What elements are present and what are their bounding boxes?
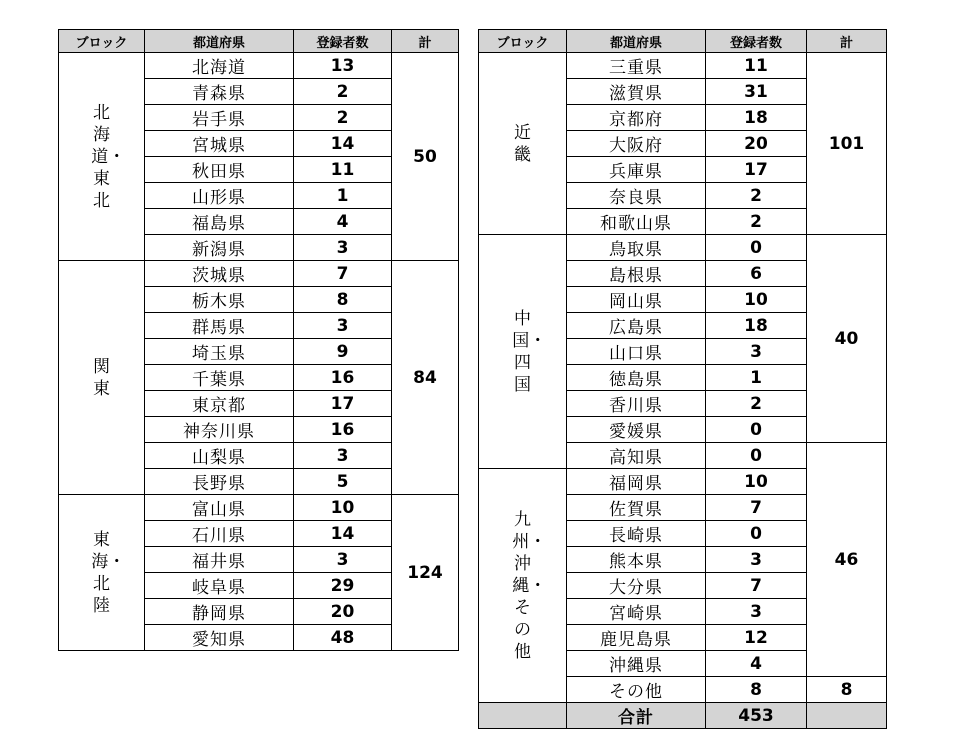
registrant-count: 5 [294, 469, 392, 495]
prefecture-name: 島根県 [567, 261, 706, 287]
prefecture-name: 鹿児島県 [567, 625, 706, 651]
registrant-count: 17 [294, 391, 392, 417]
registrant-count: 2 [294, 79, 392, 105]
registrant-count: 29 [294, 573, 392, 599]
registrant-count: 31 [706, 79, 807, 105]
prefecture-name: 宮城県 [145, 131, 294, 157]
registrant-count: 13 [294, 53, 392, 79]
prefecture-name: 宮崎県 [567, 599, 706, 625]
prefecture-name: 京都府 [567, 105, 706, 131]
registrant-count: 11 [706, 53, 807, 79]
registrant-count: 10 [294, 495, 392, 521]
prefecture-name: 静岡県 [145, 599, 294, 625]
prefecture-name: 山口県 [567, 339, 706, 365]
block-label-text: 関東 [92, 356, 110, 399]
prefecture-name: 岡山県 [567, 287, 706, 313]
header-pref: 都道府県 [567, 30, 706, 53]
prefecture-name: 青森県 [145, 79, 294, 105]
registrant-count: 16 [294, 365, 392, 391]
block-total: 101 [807, 53, 887, 235]
registrant-count: 48 [294, 625, 392, 651]
registrant-count: 12 [706, 625, 807, 651]
block-label-text: 中国・四国 [512, 308, 547, 395]
prefecture-name: 山梨県 [145, 443, 294, 469]
prefecture-name: 鳥取県 [567, 235, 706, 261]
registrant-count: 2 [294, 105, 392, 131]
registrant-count: 2 [706, 209, 807, 235]
registrant-count: 3 [706, 599, 807, 625]
grand-total-spacer [479, 703, 567, 729]
registrant-count: 18 [706, 105, 807, 131]
table-row [479, 235, 887, 261]
prefecture-name: 佐賀県 [567, 495, 706, 521]
prefecture-name: 香川県 [567, 391, 706, 417]
registrant-count: 1 [706, 365, 807, 391]
block-total: 124 [392, 495, 459, 651]
registrant-count: 10 [706, 287, 807, 313]
prefecture-name: 大阪府 [567, 131, 706, 157]
prefecture-name: 徳島県 [567, 365, 706, 391]
header-count: 登録者数 [294, 30, 392, 53]
registrant-count: 4 [706, 651, 807, 677]
prefecture-name: 新潟県 [145, 235, 294, 261]
prefecture-name: 福井県 [145, 547, 294, 573]
registrant-count: 20 [706, 131, 807, 157]
registrant-count: 8 [706, 677, 807, 703]
registrant-count: 11 [294, 157, 392, 183]
header-total: 計 [392, 30, 459, 53]
left-table-body [59, 53, 459, 651]
registrant-count: 3 [294, 313, 392, 339]
grand-total-label: 合計 [567, 703, 706, 729]
registrant-count: 7 [706, 495, 807, 521]
registrant-count: 14 [294, 521, 392, 547]
prefecture-name: 熊本県 [567, 547, 706, 573]
prefecture-name: 滋賀県 [567, 79, 706, 105]
prefecture-name: 埼玉県 [145, 339, 294, 365]
prefecture-name: 兵庫県 [567, 157, 706, 183]
prefecture-name: 奈良県 [567, 183, 706, 209]
prefecture-name: 富山県 [145, 495, 294, 521]
registrant-count: 1 [294, 183, 392, 209]
table-row [59, 261, 459, 287]
registrant-count: 20 [294, 599, 392, 625]
header-block: ブロック [59, 30, 145, 53]
registrant-count: 18 [706, 313, 807, 339]
registrant-count: 3 [706, 339, 807, 365]
block-label [59, 53, 145, 261]
prefecture-name: 千葉県 [145, 365, 294, 391]
header-total: 計 [807, 30, 887, 53]
prefecture-name: 栃木県 [145, 287, 294, 313]
prefecture-name: 三重県 [567, 53, 706, 79]
prefecture-name: 和歌山県 [567, 209, 706, 235]
block-total: 84 [392, 261, 459, 495]
registrant-count: 3 [706, 547, 807, 573]
right-table-body [479, 53, 887, 729]
registrant-count: 3 [294, 443, 392, 469]
header-count: 登録者数 [706, 30, 807, 53]
registrant-count: 3 [294, 235, 392, 261]
registrant-count: 10 [706, 469, 807, 495]
header-row [479, 30, 887, 53]
block-label [479, 235, 567, 469]
prefecture-name: 愛知県 [145, 625, 294, 651]
registrant-count: 8 [294, 287, 392, 313]
block-total: 40 [807, 235, 887, 443]
block-label [479, 53, 567, 235]
grand-total-row [479, 703, 887, 729]
registrant-count: 0 [706, 235, 807, 261]
prefecture-name: 長崎県 [567, 521, 706, 547]
registrant-count: 7 [706, 573, 807, 599]
prefecture-name: 広島県 [567, 313, 706, 339]
header-pref: 都道府県 [145, 30, 294, 53]
header-block: ブロック [479, 30, 567, 53]
grand-total-spacer [807, 703, 887, 729]
prefecture-name: 茨城県 [145, 261, 294, 287]
registrant-count: 7 [294, 261, 392, 287]
block-label-text: 九州・沖縄・その他 [512, 509, 547, 662]
block-label [59, 261, 145, 495]
block-label-text: 近畿 [513, 122, 531, 165]
registrant-count: 3 [294, 547, 392, 573]
prefecture-name: その他 [567, 677, 706, 703]
header-row [59, 30, 459, 53]
registrant-count: 17 [706, 157, 807, 183]
registration-table-left [58, 29, 459, 651]
registrant-count: 4 [294, 209, 392, 235]
prefecture-name: 愛媛県 [567, 417, 706, 443]
registrant-count: 2 [706, 391, 807, 417]
registrant-count: 0 [706, 521, 807, 547]
prefecture-name: 福岡県 [567, 469, 706, 495]
registrant-count: 6 [706, 261, 807, 287]
prefecture-name: 大分県 [567, 573, 706, 599]
table-row [59, 495, 459, 521]
prefecture-name: 岩手県 [145, 105, 294, 131]
table-row [479, 53, 887, 79]
registrant-count: 0 [706, 443, 807, 469]
prefecture-name: 福島県 [145, 209, 294, 235]
prefecture-name: 秋田県 [145, 157, 294, 183]
block-total: 46 [807, 443, 887, 677]
block-total: 8 [807, 677, 887, 703]
registrant-count: 16 [294, 417, 392, 443]
registrant-count: 0 [706, 417, 807, 443]
block-label [479, 469, 567, 703]
registrant-count: 2 [706, 183, 807, 209]
grand-total-value: 453 [706, 703, 807, 729]
prefecture-name: 岐阜県 [145, 573, 294, 599]
block-label-text: 東海・北陸 [91, 529, 126, 616]
prefecture-name: 群馬県 [145, 313, 294, 339]
prefecture-name: 高知県 [567, 443, 706, 469]
block-total: 50 [392, 53, 459, 261]
prefecture-name: 山形県 [145, 183, 294, 209]
prefecture-name: 神奈川県 [145, 417, 294, 443]
prefecture-name: 沖縄県 [567, 651, 706, 677]
prefecture-name: 長野県 [145, 469, 294, 495]
table-row [59, 53, 459, 79]
registrant-count: 9 [294, 339, 392, 365]
prefecture-name: 石川県 [145, 521, 294, 547]
prefecture-name: 北海道 [145, 53, 294, 79]
registration-table-right [478, 29, 887, 729]
block-label [59, 495, 145, 651]
block-label-text: 北海道・東北 [91, 102, 126, 211]
registrant-count: 14 [294, 131, 392, 157]
prefecture-name: 東京都 [145, 391, 294, 417]
